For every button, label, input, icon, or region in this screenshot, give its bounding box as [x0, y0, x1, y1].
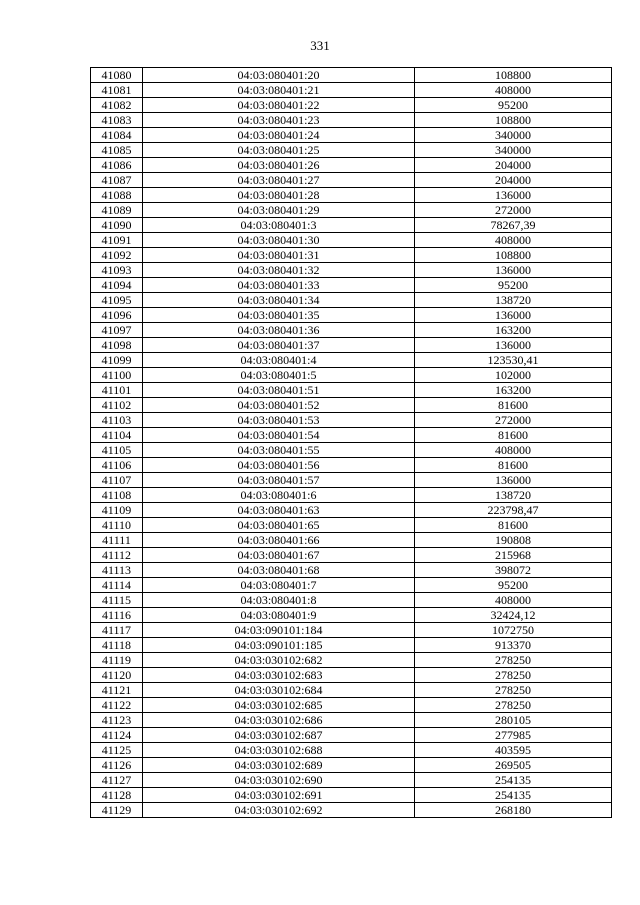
row-number-cell: 41100: [91, 368, 143, 383]
cadastral-number-cell: 04:03:080401:35: [143, 308, 415, 323]
row-number-cell: 41095: [91, 293, 143, 308]
row-number-cell: 41104: [91, 428, 143, 443]
table-row: [91, 203, 612, 218]
value-cell: 254135: [415, 788, 612, 803]
table-row: [91, 413, 612, 428]
value-cell: 1072750: [415, 623, 612, 638]
value-cell: 108800: [415, 68, 612, 83]
cadastral-number-cell: 04:03:080401:25: [143, 143, 415, 158]
table-row: [91, 233, 612, 248]
value-cell: 278250: [415, 653, 612, 668]
row-number-cell: 41093: [91, 263, 143, 278]
cadastral-number-cell: 04:03:080401:34: [143, 293, 415, 308]
value-cell: 108800: [415, 248, 612, 263]
table-row: [91, 503, 612, 518]
table-row: [91, 488, 612, 503]
value-cell: 163200: [415, 383, 612, 398]
cadastral-number-cell: 04:03:080401:65: [143, 518, 415, 533]
value-cell: 32424,12: [415, 608, 612, 623]
cadastral-number-cell: 04:03:080401:37: [143, 338, 415, 353]
row-number-cell: 41113: [91, 563, 143, 578]
cadastral-number-cell: 04:03:030102:685: [143, 698, 415, 713]
value-cell: 136000: [415, 473, 612, 488]
row-number-cell: 41106: [91, 458, 143, 473]
table-row: [91, 578, 612, 593]
value-cell: 278250: [415, 698, 612, 713]
row-number-cell: 41081: [91, 83, 143, 98]
row-number-cell: 41110: [91, 518, 143, 533]
cadastral-number-cell: 04:03:080401:3: [143, 218, 415, 233]
table-row: [91, 548, 612, 563]
value-cell: 95200: [415, 278, 612, 293]
cadastral-number-cell: 04:03:080401:6: [143, 488, 415, 503]
row-number-cell: 41108: [91, 488, 143, 503]
value-cell: 102000: [415, 368, 612, 383]
table-row: [91, 518, 612, 533]
row-number-cell: 41089: [91, 203, 143, 218]
value-cell: 138720: [415, 488, 612, 503]
row-number-cell: 41085: [91, 143, 143, 158]
row-number-cell: 41118: [91, 638, 143, 653]
value-cell: 272000: [415, 203, 612, 218]
row-number-cell: 41083: [91, 113, 143, 128]
row-number-cell: 41112: [91, 548, 143, 563]
value-cell: 408000: [415, 83, 612, 98]
table-row: [91, 713, 612, 728]
row-number-cell: 41086: [91, 158, 143, 173]
cadastral-number-cell: 04:03:030102:682: [143, 653, 415, 668]
table-row: [91, 803, 612, 818]
table-row: [91, 368, 612, 383]
cadastral-number-cell: 04:03:030102:691: [143, 788, 415, 803]
cadastral-number-cell: 04:03:080401:36: [143, 323, 415, 338]
table-row: [91, 263, 612, 278]
cadastral-number-cell: 04:03:080401:29: [143, 203, 415, 218]
value-cell: 81600: [415, 428, 612, 443]
cadastral-number-cell: 04:03:080401:24: [143, 128, 415, 143]
cadastral-number-cell: 04:03:080401:67: [143, 548, 415, 563]
cadastral-number-cell: 04:03:080401:7: [143, 578, 415, 593]
page-number: 331: [310, 38, 330, 53]
value-cell: 408000: [415, 593, 612, 608]
value-cell: 277985: [415, 728, 612, 743]
row-number-cell: 41101: [91, 383, 143, 398]
cadastral-number-cell: 04:03:080401:55: [143, 443, 415, 458]
row-number-cell: 41109: [91, 503, 143, 518]
cadastral-number-cell: 04:03:080401:5: [143, 368, 415, 383]
cadastral-number-cell: 04:03:030102:689: [143, 758, 415, 773]
table-row: [91, 353, 612, 368]
row-number-cell: 41087: [91, 173, 143, 188]
table-row: [91, 98, 612, 113]
cadastral-number-cell: 04:03:080401:51: [143, 383, 415, 398]
row-number-cell: 41127: [91, 773, 143, 788]
value-cell: 138720: [415, 293, 612, 308]
cadastral-number-cell: 04:03:080401:32: [143, 263, 415, 278]
row-number-cell: 41090: [91, 218, 143, 233]
table-row: [91, 593, 612, 608]
row-number-cell: 41105: [91, 443, 143, 458]
row-number-cell: 41129: [91, 803, 143, 818]
value-cell: 278250: [415, 668, 612, 683]
cadastral-number-cell: 04:03:030102:684: [143, 683, 415, 698]
row-number-cell: 41096: [91, 308, 143, 323]
cadastral-value-table: [90, 67, 612, 818]
table-row: [91, 143, 612, 158]
cadastral-number-cell: 04:03:080401:33: [143, 278, 415, 293]
table-row: [91, 173, 612, 188]
table-row: [91, 698, 612, 713]
cadastral-number-cell: 04:03:080401:9: [143, 608, 415, 623]
value-cell: 280105: [415, 713, 612, 728]
cadastral-number-cell: 04:03:030102:692: [143, 803, 415, 818]
row-number-cell: 41125: [91, 743, 143, 758]
cadastral-number-cell: 04:03:030102:690: [143, 773, 415, 788]
row-number-cell: 41097: [91, 323, 143, 338]
value-cell: 913370: [415, 638, 612, 653]
value-cell: 123530,41: [415, 353, 612, 368]
row-number-cell: 41126: [91, 758, 143, 773]
cadastral-number-cell: 04:03:080401:53: [143, 413, 415, 428]
value-cell: 268180: [415, 803, 612, 818]
value-cell: 223798,47: [415, 503, 612, 518]
value-cell: 136000: [415, 308, 612, 323]
value-cell: 340000: [415, 128, 612, 143]
row-number-cell: 41088: [91, 188, 143, 203]
cadastral-number-cell: 04:03:080401:56: [143, 458, 415, 473]
table-row: [91, 638, 612, 653]
row-number-cell: 41080: [91, 68, 143, 83]
value-cell: 204000: [415, 158, 612, 173]
row-number-cell: 41102: [91, 398, 143, 413]
table-row: [91, 68, 612, 83]
table-body: [91, 68, 612, 818]
table-row: [91, 743, 612, 758]
cadastral-number-cell: 04:03:080401:66: [143, 533, 415, 548]
value-cell: 163200: [415, 323, 612, 338]
value-cell: 136000: [415, 188, 612, 203]
table-row: [91, 683, 612, 698]
table-row: [91, 563, 612, 578]
table-row: [91, 728, 612, 743]
value-cell: 136000: [415, 338, 612, 353]
value-cell: 190808: [415, 533, 612, 548]
row-number-cell: 41094: [91, 278, 143, 293]
table-row: [91, 113, 612, 128]
cadastral-number-cell: 04:03:080401:52: [143, 398, 415, 413]
table-row: [91, 83, 612, 98]
row-number-cell: 41121: [91, 683, 143, 698]
row-number-cell: 41114: [91, 578, 143, 593]
row-number-cell: 41084: [91, 128, 143, 143]
value-cell: 108800: [415, 113, 612, 128]
value-cell: 136000: [415, 263, 612, 278]
value-cell: 81600: [415, 398, 612, 413]
table-row: [91, 293, 612, 308]
value-cell: 95200: [415, 578, 612, 593]
table-row: [91, 458, 612, 473]
value-cell: 269505: [415, 758, 612, 773]
cadastral-number-cell: 04:03:080401:28: [143, 188, 415, 203]
row-number-cell: 41099: [91, 353, 143, 368]
value-cell: 272000: [415, 413, 612, 428]
value-cell: 340000: [415, 143, 612, 158]
value-cell: 78267,39: [415, 218, 612, 233]
value-cell: 408000: [415, 233, 612, 248]
row-number-cell: 41098: [91, 338, 143, 353]
table-row: [91, 188, 612, 203]
row-number-cell: 41082: [91, 98, 143, 113]
table-row: [91, 653, 612, 668]
table-row: [91, 443, 612, 458]
value-cell: 254135: [415, 773, 612, 788]
row-number-cell: 41092: [91, 248, 143, 263]
cadastral-number-cell: 04:03:080401:4: [143, 353, 415, 368]
row-number-cell: 41119: [91, 653, 143, 668]
table-row: [91, 323, 612, 338]
value-cell: 403595: [415, 743, 612, 758]
cadastral-number-cell: 04:03:080401:8: [143, 593, 415, 608]
table-row: [91, 398, 612, 413]
table-row: [91, 158, 612, 173]
table-row: [91, 308, 612, 323]
row-number-cell: 41115: [91, 593, 143, 608]
value-cell: 81600: [415, 518, 612, 533]
table-row: [91, 473, 612, 488]
value-cell: 204000: [415, 173, 612, 188]
row-number-cell: 41122: [91, 698, 143, 713]
table-row: [91, 338, 612, 353]
row-number-cell: 41111: [91, 533, 143, 548]
table-row: [91, 668, 612, 683]
cadastral-number-cell: 04:03:030102:688: [143, 743, 415, 758]
cadastral-number-cell: 04:03:080401:27: [143, 173, 415, 188]
row-number-cell: 41124: [91, 728, 143, 743]
table-row: [91, 773, 612, 788]
cadastral-number-cell: 04:03:080401:22: [143, 98, 415, 113]
value-cell: 398072: [415, 563, 612, 578]
cadastral-number-cell: 04:03:090101:185: [143, 638, 415, 653]
table-row: [91, 278, 612, 293]
row-number-cell: 41107: [91, 473, 143, 488]
row-number-cell: 41091: [91, 233, 143, 248]
cadastral-number-cell: 04:03:080401:31: [143, 248, 415, 263]
row-number-cell: 41116: [91, 608, 143, 623]
cadastral-number-cell: 04:03:080401:20: [143, 68, 415, 83]
table-row: [91, 248, 612, 263]
value-cell: 215968: [415, 548, 612, 563]
cadastral-number-cell: 04:03:080401:26: [143, 158, 415, 173]
table-row: [91, 128, 612, 143]
cadastral-number-cell: 04:03:080401:30: [143, 233, 415, 248]
row-number-cell: 41123: [91, 713, 143, 728]
table-row: [91, 758, 612, 773]
table-row: [91, 218, 612, 233]
cadastral-number-cell: 04:03:030102:687: [143, 728, 415, 743]
cadastral-number-cell: 04:03:080401:23: [143, 113, 415, 128]
row-number-cell: 41128: [91, 788, 143, 803]
table-row: [91, 383, 612, 398]
cadastral-number-cell: 04:03:080401:54: [143, 428, 415, 443]
value-cell: 81600: [415, 458, 612, 473]
cadastral-number-cell: 04:03:030102:683: [143, 668, 415, 683]
row-number-cell: 41120: [91, 668, 143, 683]
row-number-cell: 41117: [91, 623, 143, 638]
table-row: [91, 623, 612, 638]
cadastral-number-cell: 04:03:080401:57: [143, 473, 415, 488]
cadastral-number-cell: 04:03:090101:184: [143, 623, 415, 638]
table-row: [91, 533, 612, 548]
table-row: [91, 788, 612, 803]
value-cell: 95200: [415, 98, 612, 113]
value-cell: 408000: [415, 443, 612, 458]
cadastral-number-cell: 04:03:080401:63: [143, 503, 415, 518]
value-cell: 278250: [415, 683, 612, 698]
cadastral-number-cell: 04:03:080401:68: [143, 563, 415, 578]
table-row: [91, 428, 612, 443]
row-number-cell: 41103: [91, 413, 143, 428]
cadastral-number-cell: 04:03:030102:686: [143, 713, 415, 728]
table-row: [91, 608, 612, 623]
cadastral-number-cell: 04:03:080401:21: [143, 83, 415, 98]
